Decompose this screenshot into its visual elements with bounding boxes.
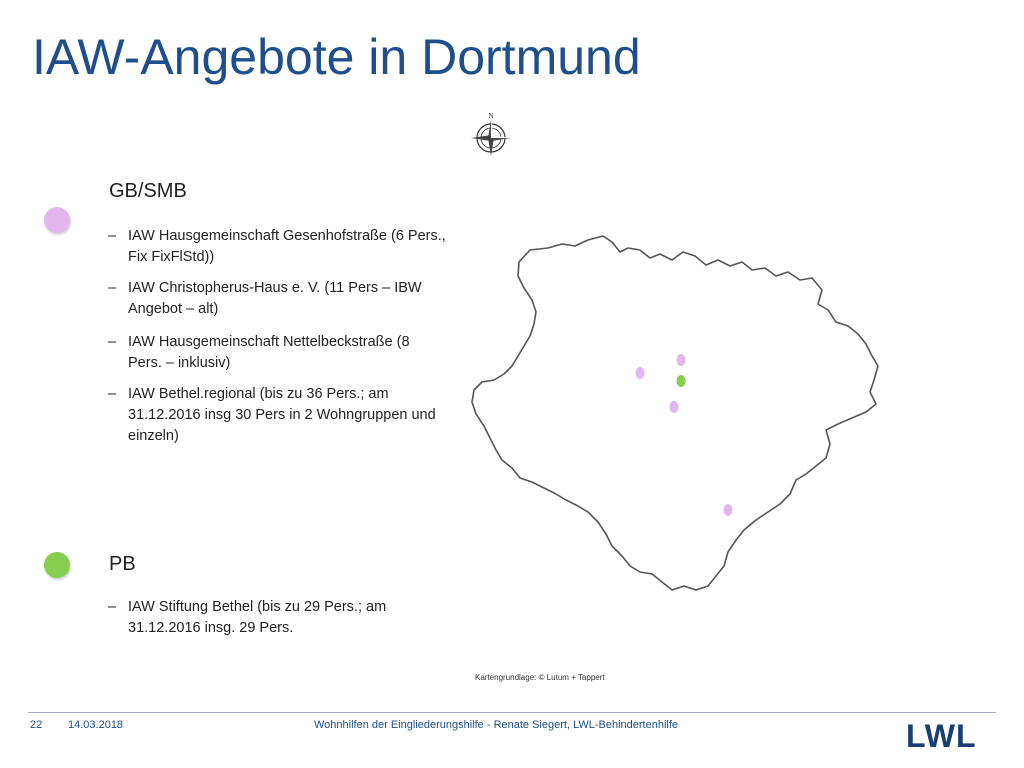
list-item: – IAW Hausgemeinschaft Gesenhofstraße (6 Pers., Fix FixFlStd)) xyxy=(108,228,446,265)
list-item: – IAW Bethel.regional (bis zu 36 Pers.; am 31.12.2016 insg 30 Pers in 2 Wohngruppen und einzeln) xyxy=(108,386,436,444)
list-item: – IAW Stiftung Bethel (bis zu 29 Pers.; am 31.12.2016 insg. 29 Pers. xyxy=(108,599,387,636)
city-boundary-outline xyxy=(472,236,878,590)
footer-page-number: 22 xyxy=(30,719,43,731)
page-title: IAW-Angebote in Dortmund xyxy=(32,29,641,85)
location-marker-pink xyxy=(724,504,733,516)
footer-divider xyxy=(28,712,996,713)
compass-rose-icon xyxy=(466,110,516,162)
location-marker-pink xyxy=(636,367,645,379)
list-item: – IAW Hausgemeinschaft Nettelbeckstraße (8 Pers. – inklusiv) xyxy=(108,334,410,371)
footer-caption: Wohnhilfen der Eingliederungshilfe - Renate Siegert, LWL-Behindertenhilfe xyxy=(314,719,679,731)
group-title-gb-smb: GB/SMB xyxy=(109,180,187,202)
dortmund-city-map xyxy=(468,232,884,598)
legend-dot-pb xyxy=(44,552,70,578)
group-title-pb: PB xyxy=(109,553,136,575)
group-list-gb-smb xyxy=(106,226,446,447)
location-marker-pink xyxy=(670,401,679,413)
location-marker-green xyxy=(677,375,686,387)
footer-date: 14.03.2018 xyxy=(68,719,124,731)
legend-dot-gb-smb xyxy=(44,207,70,233)
location-marker-pink xyxy=(677,354,686,366)
list-item: – IAW Christopherus-Haus e. V. (11 Pers – IBW Angebot – alt) xyxy=(108,280,422,317)
group-list-pb xyxy=(106,597,446,639)
lwl-logo: LWL xyxy=(906,718,977,754)
map-credit: Kartengrundlage: © Lutum + Tappert xyxy=(475,673,605,682)
compass-north-label: N xyxy=(488,112,494,120)
